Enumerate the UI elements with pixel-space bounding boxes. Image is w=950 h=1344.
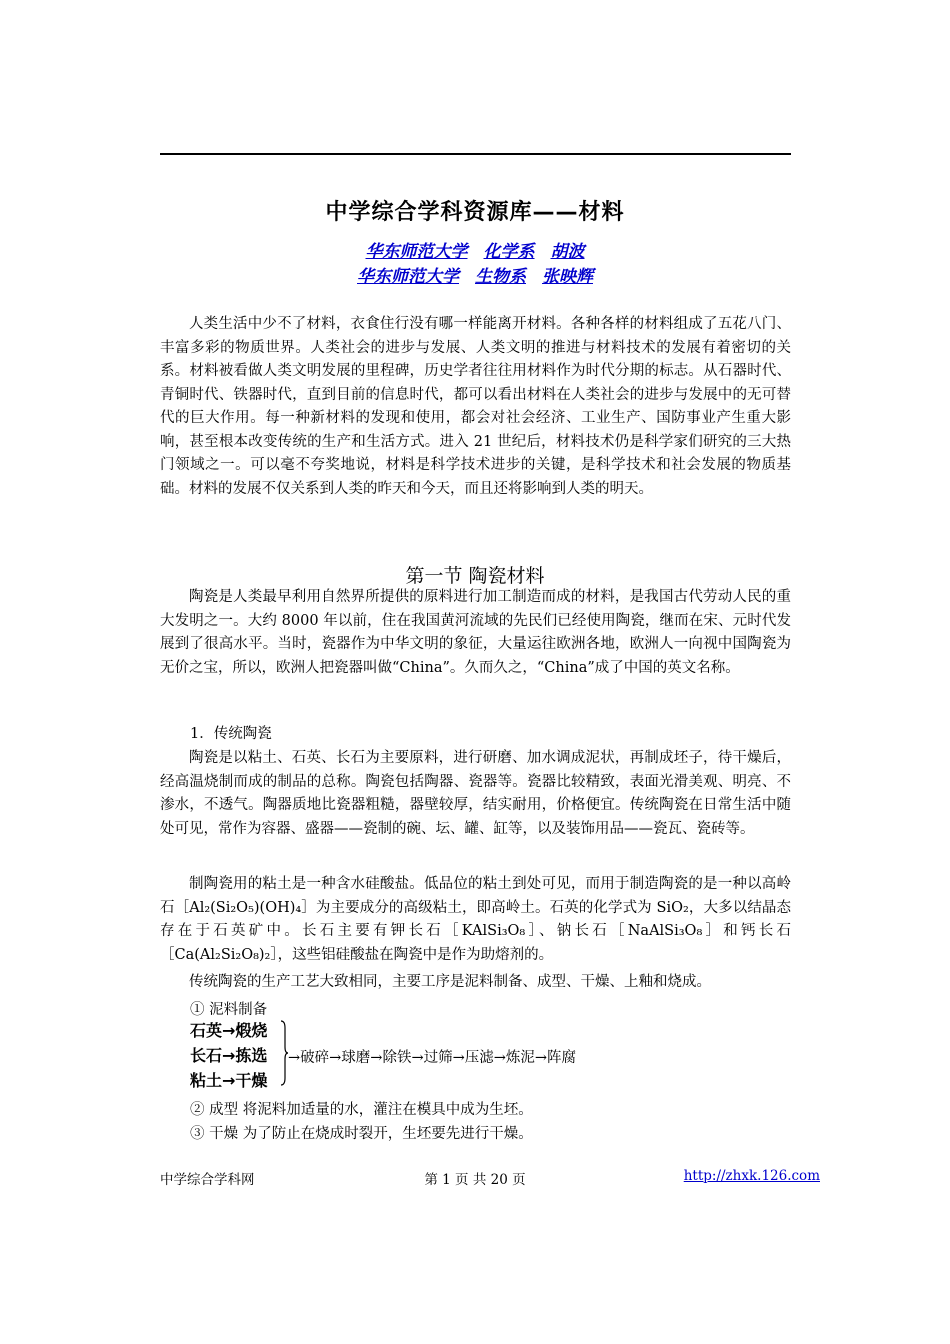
clay-text-a: 制陶瓷用的粘土是一种含水硅酸盐。低品位的粘土到处可见，而用于制造陶瓷的是一种以高岭石［ [160,876,791,916]
clay-text-b: ］为主要成分的高级粘土，即高岭土。石英的化学式为 [301,899,657,916]
formula-k-feldspar: KAlSi₃O₈ [461,923,526,939]
step-1-heading: ① 泥料制备 [190,1002,268,1018]
process-flow-diagram [190,1018,670,1090]
section-heading: 第一节 陶瓷材料 [405,565,545,587]
footer-site-name: 中学综合学科网 [160,1172,255,1188]
footer-page-number: 第 1 页 共 20 页 [424,1172,526,1188]
author-line-1[interactable] [0,237,950,262]
header-rule [160,153,791,155]
footer-link[interactable]: http://zhxk.126.com [683,1168,820,1184]
author-department[interactable]: 生物系 [475,267,526,287]
clay-text-f: ］，这些铝硅酸盐在陶瓷中是作为助熔剂的。 [270,946,554,963]
step-2: ② 成型 将泥料加适量的水，灌注在模具中成为生坯。 [190,1102,533,1118]
subsection-heading: 1．传统陶瓷 [190,726,272,742]
step-3: ③ 干燥 为了防止在烧成时裂开，生坯要先进行干燥。 [190,1126,533,1142]
page-title: 中学综合学科资源库——材料 [325,200,625,225]
formula-na-feldspar: NaAlSi₃O₈ [627,923,703,939]
author-name[interactable]: 胡波 [550,242,585,262]
clay-text-d: ］、钠长石［ [525,923,628,939]
intro-paragraph: 人类生活中少不了材料，衣食住行没有哪一样能离开材料。各种各样的材料组成了五花八门、丰富多彩的物质世界。人类社会的进步与发展、人类文明的推进与材料技术的发展有着密切的关系。材料被看做人类文明发展的里程碑，历史学者往往用材料作为时代分期的标志。从石器时代、青铜时代、铁器时代，直到目前的信息时代，都可以看出材料在人类社会的进步与发展中的无可替代的巨大作用。每一种新材料的发现和使用，都会对社会经济、工业生产、国防事业产生重大影响，甚至根本改变传统的生产和生活方式。进入 21 世纪后，材料技术仍是科学家们研究的三大热门领域之一。可以毫不夸奖地说，材料是科学技术进步的关键，是科学技术和社会发展的物质基础。材料的发展不仅关系到人类的昨天和今天，而且还将影响到人类的明天。 [160,316,791,497]
flow-brace [280,1020,288,1086]
section-paragraph: 陶瓷是人类最早利用自然界所提供的原料进行加工制造而成的材料，是我国古代劳动人民的重大发明之一。大约 8000 年以前，住在我国黄河流域的先民们已经使用陶瓷，继而在宋、元时代发展到了很高水平。当时，瓷器作为中华文明的象征，大量运往欧洲各地，欧洲人一向视中国陶瓷为无价之宝，所以，欧洲人把瓷器叫做“China”。久而久之，“China”成了中国的英文名称。 [160,589,791,676]
flow-row-quartz: 石英→煅烧 [190,1021,268,1040]
ceramics-paragraph: 陶瓷是以粘土、石英、长石为主要原料，进行研磨、加水调成泥状，再制成坯子，待干燥后，经高温烧制而成的制品的总称。陶瓷包括陶器、瓷器等。瓷器比较精致，表面光滑美观、明亮、不渗水，不透气。陶器质地比瓷器粗糙，器壁较厚，结实耐用，价格便宜。传统陶瓷在日常生活中随处可见，常作为容器、盛器——瓷制的碗、坛、罐、缸等，以及装饰用品——瓷瓦、瓷砖等。 [160,750,791,837]
flow-row-clay: 粘土→干燥 [190,1071,268,1090]
process-paragraph: 传统陶瓷的生产工艺大致相同，主要工序是泥料制备、成型、干燥、上釉和烧成。 [189,974,711,990]
clay-text-e: ］和钙长石［ [160,923,792,963]
clay-text-c: ，大多以结晶态存在于石英矿中。长石主要有钾长石［ [160,899,792,939]
flow-row-feldspar: 长石→拣选 [190,1046,268,1065]
author-department[interactable]: 化学系 [483,242,535,262]
formula-kaolinite: Al₂(Si₂O₅)(OH)₄ [189,899,302,916]
flow-chain: →破碎→球磨→除铁→过筛→压滤→炼泥→阵腐 [288,1050,577,1066]
author-name[interactable]: 张映辉 [542,267,593,287]
formula-ca-feldspar: Ca(Al₂Si₂O₈)₂ [174,946,271,963]
author-university[interactable]: 华东师范大学 [365,242,468,262]
clay-paragraph [160,873,791,967]
author-line-2[interactable] [0,262,950,287]
author-university[interactable]: 华东师范大学 [357,267,459,287]
formula-quartz: SiO₂ [656,899,689,916]
